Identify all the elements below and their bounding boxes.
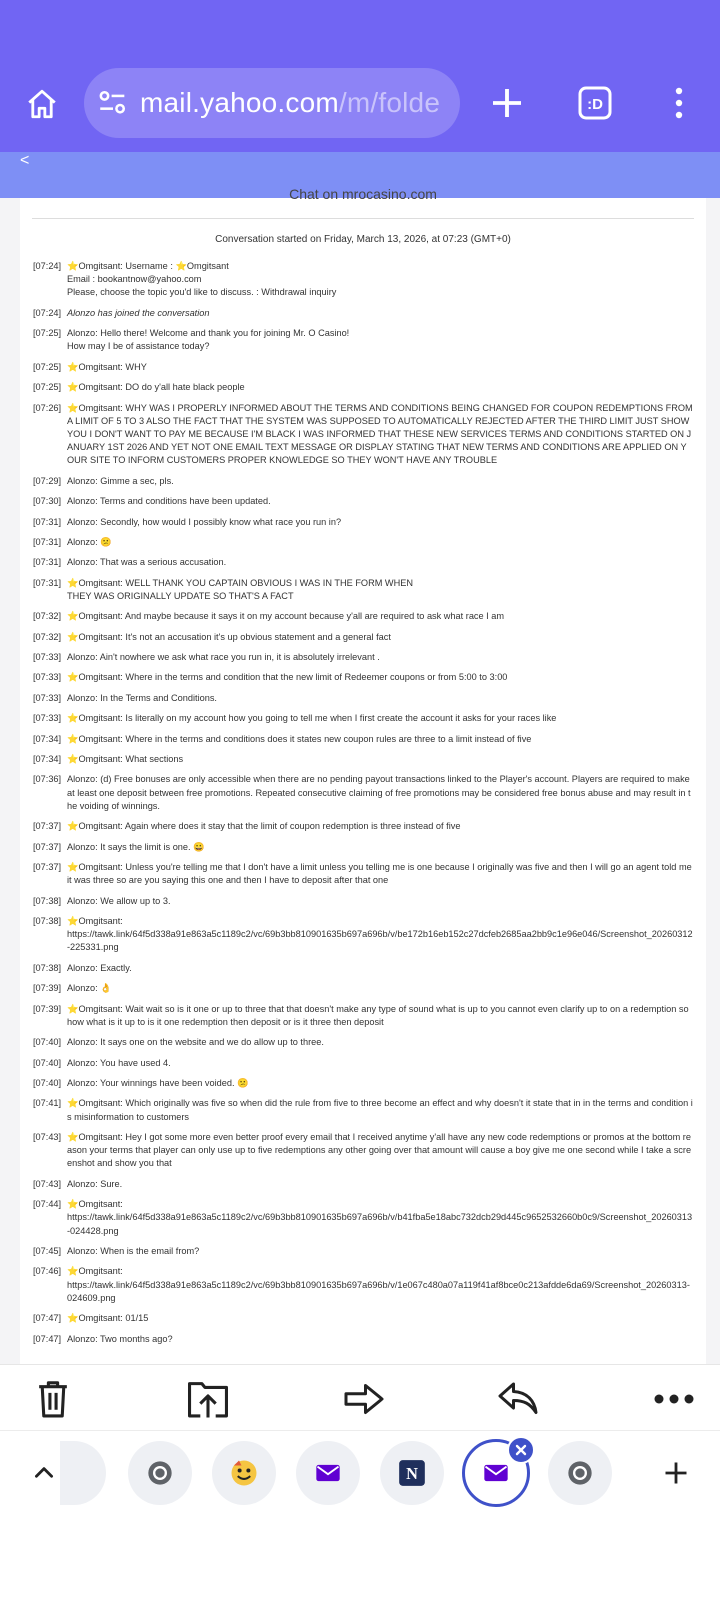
tab-yahoo-mail-active[interactable] [462,1439,530,1507]
mail-icon [482,1459,510,1487]
message-text: Alonzo has joined the conversation [67,307,210,318]
message-timestamp: [07:41] [33,1098,62,1109]
home-button[interactable] [20,84,64,124]
message-timestamp: [07:43] [33,1131,62,1142]
message-timestamp: [07:33] [33,672,62,683]
close-tab-button[interactable] [507,1436,535,1464]
message-text: Alonzo: When is the email from? [67,1245,200,1256]
browser-toolbar [0,0,720,152]
news-logo-letter: N [406,1463,418,1483]
chat-message [33,1333,693,1346]
trash-icon [34,1379,72,1419]
message-text: Alonzo: It says the limit is one. 😀 [67,841,205,852]
message-timestamp: [07:38] [33,962,62,973]
back-glyph[interactable]: < [20,152,30,169]
tab-smiley-app[interactable] [212,1441,276,1505]
message-text: Alonzo: Gimme a sec, pls. [67,475,174,486]
chat-message [33,327,693,353]
chat-message [33,841,693,854]
message-timestamp: [07:24] [33,307,62,318]
message-timestamp: [07:39] [33,983,62,994]
chat-message [33,631,693,644]
chat-message [33,556,693,569]
forward-arrow-icon [343,1382,385,1416]
message-text: Alonzo: Terms and conditions have been updated. [67,496,271,507]
tab-chrome-2[interactable] [548,1441,612,1505]
message-timestamp: [07:37] [33,862,62,873]
chat-message [33,820,693,833]
message-timestamp: [07:34] [33,733,62,744]
chat-message [33,733,693,746]
message-timestamp: [07:46] [33,1266,62,1277]
message-text: ⭐Omgitsant: It's not an accusation it's up obvious statement and a general fact [67,631,391,642]
chat-message [33,1131,693,1171]
chevron-up-icon [31,1460,57,1486]
chat-message [33,1077,693,1090]
message-text: Alonzo: Secondly, how would I possibly know what race you run in? [67,516,342,527]
message-timestamp: [07:40] [33,1057,62,1068]
plus-icon [486,82,528,124]
message-timestamp: [07:33] [33,692,62,703]
message-timestamp: [07:43] [33,1178,62,1189]
message-log [33,260,693,1353]
email-action-bar [0,1364,720,1430]
chat-message [33,381,693,394]
message-text: Alonzo: 😕 [67,536,112,547]
smiley-app-icon [229,1458,259,1488]
message-text: Alonzo: You have used 4. [67,1057,171,1068]
message-timestamp: [07:24] [33,261,62,271]
message-timestamp: [07:40] [33,1037,62,1048]
message-text: ⭐Omgitsant: Is literally on my account how you going to tell me when I first create the account it asks for your races like [67,713,557,724]
chat-message [33,651,693,664]
conversation-started: Conversation started on Friday, March 13, 2026, at 07:23 (GMT+0) [215,234,511,245]
chat-message [33,1057,693,1070]
message-timestamp: [07:30] [33,496,62,507]
email-content[interactable] [0,186,720,1364]
message-timestamp: [07:26] [33,402,62,413]
more-dots-icon [652,1392,696,1406]
mail-icon [314,1459,342,1487]
tab-switcher-icon [574,82,616,124]
message-timestamp: [07:29] [33,475,62,486]
message-timestamp: [07:31] [33,516,62,527]
chat-message [33,692,693,705]
message-text: Alonzo: Your winnings have been voided. 😕 [67,1077,249,1088]
chat-transcript [20,186,706,1364]
chat-message [33,610,693,623]
chat-message [33,260,693,300]
chat-message [33,1097,693,1123]
chat-message [33,307,693,320]
tab-chrome-1[interactable] [128,1441,192,1505]
message-text: ⭐Omgitsant: Hey I got some more even better proof every email that I received anytime y'all have any new code redemptions or promos at the bottom reason your terms that player can only use up to five redemptions any other going over that amount will cause a boy give me one second while I take a screenshot and show you that [67,1131,692,1169]
message-timestamp: [07:33] [33,713,62,724]
message-timestamp: [07:37] [33,841,62,852]
message-timestamp: [07:38] [33,916,62,926]
message-text: ⭐Omgitsant: WHY [67,361,147,372]
chat-message [33,712,693,725]
chat-message [33,1178,693,1191]
home-icon [25,87,59,121]
message-text: ⭐Omgitsant: What sections [67,754,184,765]
tab-switcher-label: :D [587,96,603,113]
message-text: Alonzo: Ain't nowhere we ask what race you run in, it is absolutely irrelevant . [67,652,380,663]
message-text: Alonzo: (d) Free bonuses are only accessible when there are no pending payout transactions linked to the Player's account. Players are required to make at least one deposit between free promotions. Repeated consecutive claiming of free promotions may be considered free bonus abuse and may result in the voiding of winnings. [67,774,693,811]
forward-button[interactable] [342,1378,386,1420]
message-timestamp: [07:31] [33,557,62,568]
move-button[interactable] [186,1378,230,1420]
message-timestamp: [07:25] [33,382,62,393]
message-timestamp: [07:37] [33,821,62,832]
message-text: ⭐Omgitsant: Again where does it stay that the limit of coupon redemption is three instead of five [67,821,461,832]
message-text: ⭐Omgitsant: Unless you're telling me that I don't have a limit unless you telling me is one because I originally was five and then I will go an agent told me it was three so are you saying this one and then I have to deposit after that one [67,862,695,886]
message-timestamp: [07:25] [33,361,62,372]
chat-message [33,1198,693,1238]
chat-message [33,577,693,603]
chat-message [33,495,693,508]
collapse-tabs-button[interactable] [26,1455,62,1491]
tab-northern-news[interactable] [380,1441,444,1505]
close-icon [514,1443,528,1457]
url-path: /m/folde [338,87,441,118]
message-text: ⭐Omgitsant: WHY WAS I PROPERLY INFORMED ABOUT THE TERMS AND CONDITIONS BEING CHANGED FOR COUPON REDEMPTIONS FROM A LIMIT OF 5 TO 3 ALSO THE FACT THAT THE SYSTEM WAS SUPPOSED TO AUTOMATICALLY REJECTED AFTER THE THIRD LIMIT JUST SHOW YOU I DON'T WANT TO PAY ME BECAUSE I'M BLACK I WAS INFORMED THAT THESE NEW SERVICES TERMS AND CONDITIONS STARTED ON JANUARY 1ST 2026 AND YET NOT ONE EMAIL TEXT MESSAGE OR DISPLAY STATING THAT NEW TERMS AND CONDITIONS ARE APPLIED ON YOUR SITE TO INFORM CUSTOMERS PROPER KNOWLEDGE SO THEY WON'T HAVE ANY TROUBLE [67,402,695,466]
reply-button[interactable] [496,1378,540,1420]
message-text: ⭐Omgitsant: DO do y'all hate black people [67,382,245,393]
chat-title: Chat on mrocasino.com [289,186,437,202]
plus-icon [662,1459,690,1487]
new-tab-button[interactable] [486,82,528,124]
tab-yahoo-mail[interactable] [296,1441,360,1505]
divider [32,218,694,219]
message-timestamp: [07:25] [33,328,62,339]
chat-message [33,1036,693,1049]
message-timestamp: [07:47] [33,1333,62,1344]
message-text: Alonzo: We allow up to 3. [67,895,171,906]
chat-message [33,671,693,684]
message-text: ⭐Omgitsant: https://tawk.link/64f5d338a91e863a5c1189c2/vc/69b3bb810901635b697a696b/v/be172b16eb152c27dcfeb2685aa2bb9c1e96e046/Screenshot_20260312-225331.png [67,916,693,953]
chat-message [33,773,693,813]
tab-switcher-button[interactable] [574,82,616,124]
message-text: ⭐Omgitsant: Wait wait so is it one or up to three that that doesn't make any type of sound what is up to you cannot even clarify up to on a redemption so how what is it up to is it one redemption then deposit or is it three then deposit [67,1003,692,1027]
message-text: ⭐Omgitsant: WELL THANK YOU CAPTAIN OBVIOUS I WAS IN THE FORM WHEN THEY WAS ORIGINALLY UPDATE SO THAT'S A FACT [67,577,413,601]
message-timestamp: [07:47] [33,1313,62,1324]
message-timestamp: [07:32] [33,611,62,622]
message-text: ⭐Omgitsant: Where in the terms and conditions does it states new coupon rules are three to a limit instead of five [67,733,532,744]
delete-button[interactable] [31,1378,75,1420]
chat-message [33,536,693,549]
message-text: ⭐Omgitsant: 01/15 [67,1313,149,1324]
chat-message [33,962,693,975]
message-timestamp: [07:32] [33,631,62,642]
url-domain: mail.yahoo.com [140,87,339,118]
chat-message [33,361,693,374]
message-timestamp: [07:33] [33,652,62,663]
message-timestamp: [07:45] [33,1245,62,1256]
message-text: Alonzo: In the Terms and Conditions. [67,692,217,703]
message-text: Alonzo: Hello there! Welcome and thank you for joining Mr. O Casino! How may I be of assistance today? [67,328,350,352]
site-settings-icon[interactable] [96,86,130,120]
news-logo-icon [398,1459,426,1487]
message-text: Alonzo: Exactly. [67,962,132,973]
message-text: Alonzo: 👌 [67,983,112,994]
chat-message [33,895,693,908]
message-timestamp: [07:34] [33,754,62,765]
message-timestamp: [07:40] [33,1077,62,1088]
message-text: ⭐Omgitsant: https://tawk.link/64f5d338a91e863a5c1189c2/vc/69b3bb810901635b697a696b/v/1e067c480a07a119f41af8bce0c213afdde6da69/Screenshot_20260313-024609.png [67,1266,690,1303]
chat-message [33,1312,693,1325]
chat-message [33,753,693,766]
message-timestamp: [07:39] [33,1003,62,1014]
message-text: ⭐Omgitsant: https://tawk.link/64f5d338a91e863a5c1189c2/vc/69b3bb810901635b697a696b/v/b41fba5e18abc732dcb29d445c9652532660b0c9/Screenshot_20260313-024428.png [67,1199,693,1236]
message-text: Alonzo: It says one on the website and we do allow up to three. [67,1037,324,1048]
address-bar[interactable] [84,68,460,138]
message-timestamp: [07:36] [33,774,62,785]
message-text: ⭐Omgitsant: Username : ⭐Omgitsant Email : bookantnow@yahoo.com Please, choose the topic you'd like to discuss. : Withdrawal inquiry [67,261,337,298]
message-text: Alonzo: That was a serious accusation. [67,557,227,568]
chrome-icon [566,1459,594,1487]
url-text [140,87,440,119]
chat-message [33,402,693,468]
vertical-dots-icon [664,82,694,124]
message-timestamp: [07:44] [33,1199,62,1210]
more-button[interactable] [652,1378,696,1420]
chat-message [33,1003,693,1029]
chat-message [33,1265,693,1305]
message-text: ⭐Omgitsant: Which originally was five so when did the rule from five to three become an effect and why doesn't it state that in in the terms and condition is misinformation to customers [67,1098,693,1122]
message-timestamp: [07:31] [33,536,62,547]
chat-message [33,915,693,955]
chat-message [33,982,693,995]
message-text: Alonzo: Two months ago? [67,1333,173,1344]
message-timestamp: [07:31] [33,577,62,588]
add-tab-button[interactable] [658,1455,694,1491]
chrome-icon [146,1459,174,1487]
partial-tab[interactable] [60,1441,106,1505]
chat-message [33,1245,693,1258]
message-text: ⭐Omgitsant: Where in the terms and condition that the new limit of Redeemer coupons or from 5:00 to 3:00 [67,672,508,683]
browser-menu-button[interactable] [664,82,694,124]
message-timestamp: [07:38] [33,895,62,906]
message-text: Alonzo: Sure. [67,1178,123,1189]
reply-arrow-icon [497,1381,539,1417]
browser-tab-strip [0,1430,720,1514]
folder-move-icon [186,1379,230,1419]
chat-message [33,861,693,887]
message-text: ⭐Omgitsant: And maybe because it says it on my account because y'all are required to ask what race I am [67,611,505,622]
chat-message [33,475,693,488]
chat-message [33,516,693,529]
